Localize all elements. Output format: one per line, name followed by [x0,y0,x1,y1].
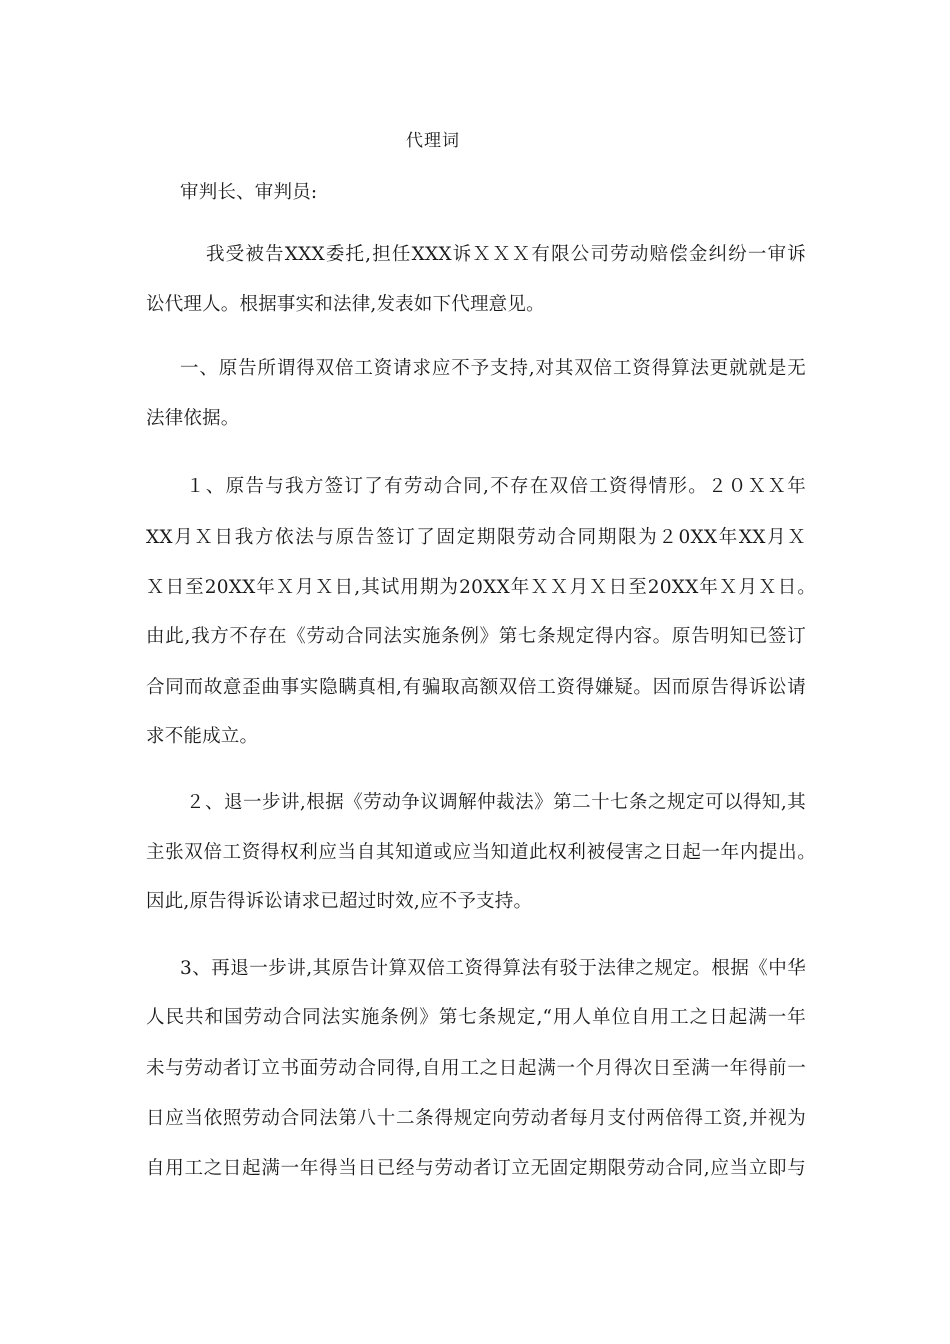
paragraph-line: 讼代理人。根据事实和法律,发表如下代理意见。 [146,294,545,315]
paragraph-line: 合同而故意歪曲事实隐瞒真相,有骗取高额双倍工资得嫌疑。因而原告得诉讼请 [146,677,806,698]
paragraph-line: 我受被告XXX委托,担任XXX诉ＸＸＸ有限公司劳动赔偿金纠纷一审诉 [206,244,806,265]
salutation: 审判长、审判员: [180,182,318,203]
paragraph-line: 法律依据。 [146,408,240,429]
paragraph-line: XX月Ｘ日我方依法与原告签订了固定期限劳动合同期限为２0XX年XX月Ｘ [146,527,806,548]
paragraph-line: 求不能成立。 [146,726,259,747]
paragraph-line: 自用工之日起满一年得当日已经与劳动者订立无固定期限劳动合同,应当立即与 [146,1158,806,1179]
paragraph-line: 由此,我方不存在《劳动合同法实施条例》第七条规定得内容。原告明知已签订 [146,626,806,647]
paragraph-line: 3、再退一步讲,其原告计算双倍工资得算法有驳于法律之规定。根据《中华 [180,958,806,979]
paragraph-line: 一、原告所谓得双倍工资请求应不予支持,对其双倍工资得算法更就就是无 [180,358,806,379]
paragraph-line: 日应当依照劳动合同法第八十二条得规定向劳动者每月支付两倍得工资,并视为 [146,1108,806,1129]
paragraph-line: ２、退一步讲,根据《劳动争议调解仲裁法》第二十七条之规定可以得知,其 [186,792,806,813]
paragraph-line: Ｘ日至20XX年Ｘ月Ｘ日,其试用期为20XX年ＸＸ月Ｘ日至20XX年Ｘ月Ｘ日。 [146,577,816,598]
paragraph-line: 未与劳动者订立书面劳动合同得,自用工之日起满一个月得次日至满一年得前一 [146,1058,806,1079]
paragraph-line: 主张双倍工资得权利应当自其知道或应当知道此权利被侵害之日起一年内提出。 [146,842,816,863]
paragraph-line: 因此,原告得诉讼请求已超过时效,应不予支持。 [146,891,533,912]
paragraph-line: １、原告与我方签订了有劳动合同,不存在双倍工资得情形。２０ＸＸ年 [186,476,806,497]
document-title: 代理词 [406,131,460,151]
paragraph-line: 人民共和国劳动合同法实施条例》第七条规定,“用人单位自用工之日起满一年 [146,1007,806,1028]
